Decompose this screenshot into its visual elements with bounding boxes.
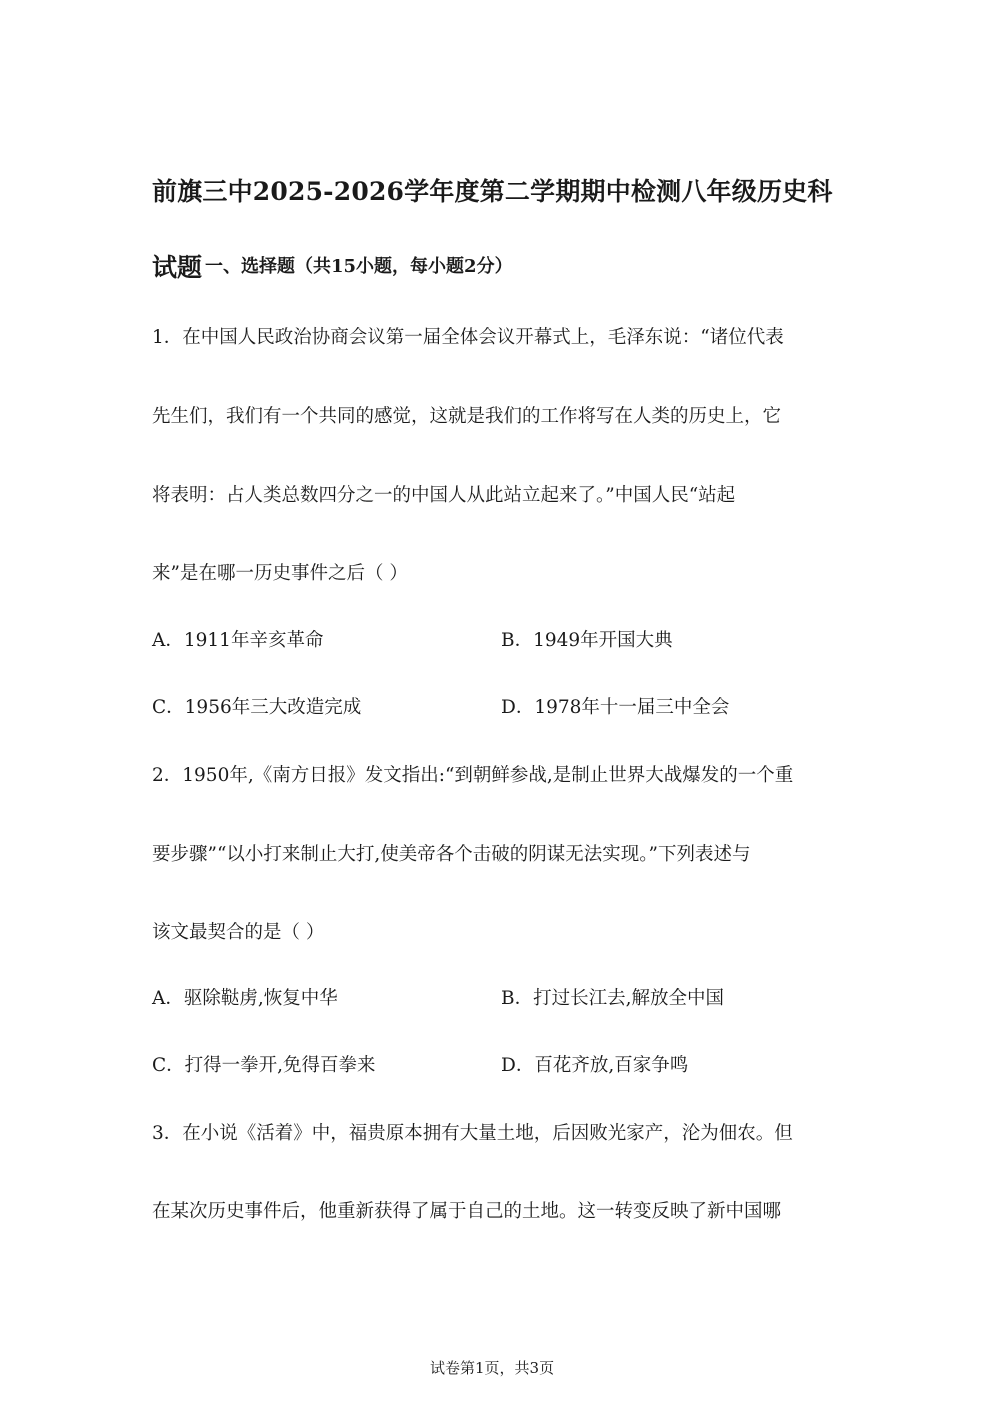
question-2-option-c: C．打得一拳开,免得百拳来 <box>152 1055 376 1076</box>
question-2-line-3: 该文最契合的是（ ） <box>152 922 325 943</box>
section-heading: 一、选择题（共15小题，每小题2分） <box>205 256 513 277</box>
exam-title-continuation: 试题 <box>152 253 203 282</box>
exam-title: 前旗三中2025-2026学年度第二学期期中检测八年级历史科 <box>152 177 833 206</box>
question-1-line-3: 将表明：占人类总数四分之一的中国人从此站立起来了。”中国人民“站起 <box>152 485 736 506</box>
question-1-option-a: A．1911年辛亥革命 <box>152 630 324 651</box>
question-1-option-d: D．1978年十一届三中全会 <box>501 697 730 718</box>
question-1-line-1: 1．在中国人民政治协商会议第一届全体会议开幕式上，毛泽东说：“诸位代表 <box>152 327 784 348</box>
question-3-line-1: 3．在小说《活着》中，福贵原本拥有大量土地，后因败光家产，沦为佃农。但 <box>152 1123 793 1144</box>
page-footer: 试卷第1页，共3页 <box>430 1359 555 1377</box>
question-2-line-2: 要步骤”“以小打来制止大打,使美帝各个击破的阴谋无法实现。”下列表述与 <box>152 844 751 865</box>
question-3-line-2: 在某次历史事件后，他重新获得了属于自己的土地。这一转变反映了新中国哪 <box>152 1201 782 1222</box>
question-1-line-4: 来”是在哪一历史事件之后（ ） <box>152 563 408 584</box>
question-1-option-b: B．1949年开国大典 <box>501 630 673 651</box>
question-1-line-2: 先生们，我们有一个共同的感觉，这就是我们的工作将写在人类的历史上，它 <box>152 406 782 427</box>
question-2-option-b: B．打过长江去,解放全中国 <box>501 988 724 1009</box>
question-2-line-1: 2．1950年,《南方日报》发文指出:“到朝鲜参战,是制止世界大战爆发的一个重 <box>152 765 794 786</box>
question-2-option-d: D．百花齐放,百家争鸣 <box>501 1055 689 1076</box>
question-2-option-a: A．驱除鞑虏,恢复中华 <box>152 988 338 1009</box>
question-1-option-c: C．1956年三大改造完成 <box>152 697 362 718</box>
